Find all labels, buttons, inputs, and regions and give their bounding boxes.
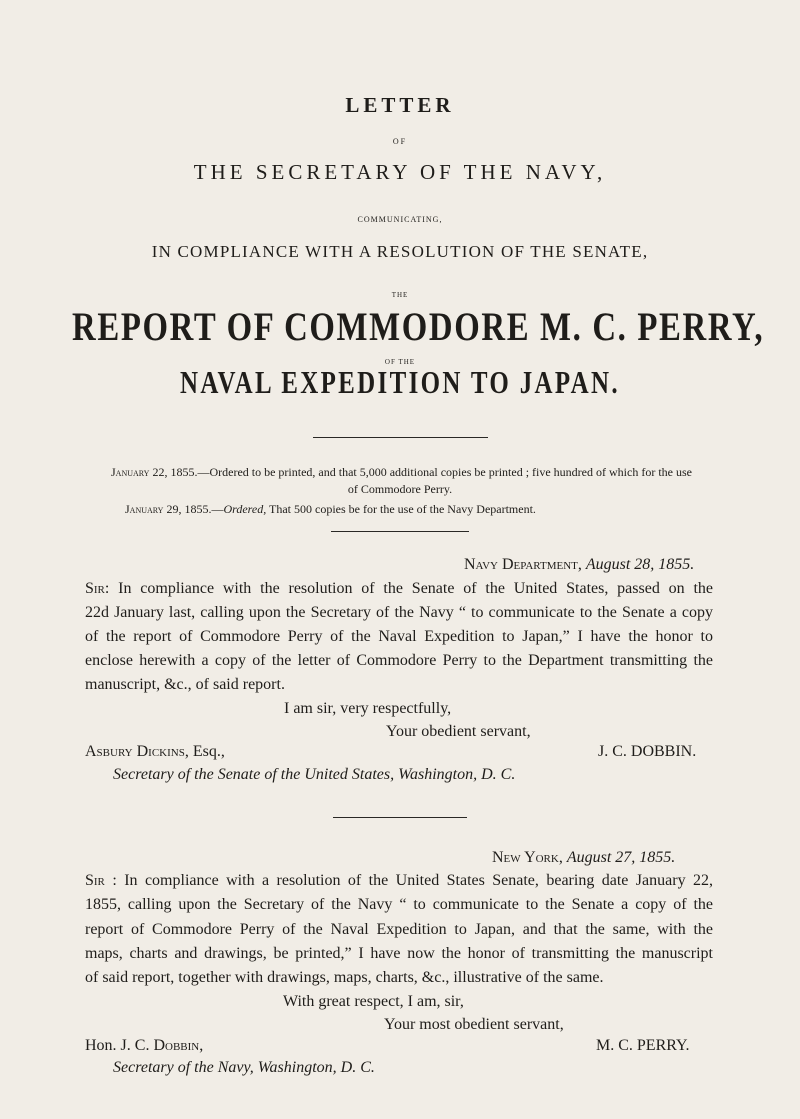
order-text-2: That 500 copies be for the use of the Navy Department.	[266, 502, 536, 516]
letter1-salutation: Sir	[85, 580, 105, 597]
letter2-line-3: report of Commodore Perry of the Naval Expedition to Japan, and that the same, with the	[85, 921, 713, 938]
letter2-text-1: : In compliance with a resolution of the United States Senate, bearing date January 22,	[104, 872, 713, 889]
letter1-title-text: Secretary of the Senate of the United States, Washington, D. C.	[113, 766, 516, 783]
letter2-heading	[492, 846, 675, 869]
letter1-line-2: 22d January last, calling upon the Secretary of the Navy “ to communicate to the Senate a copy	[85, 604, 713, 621]
divider-3	[333, 817, 467, 818]
letter2-line-4: maps, charts and drawings, be printed,” I have now the honor of transmitting the manuscript	[85, 945, 713, 962]
letter1-line-3: of the report of Commodore Perry of the Naval Expedition to Japan,” I have the honor to	[85, 628, 713, 645]
letter1-addressee-name: Asbury Dickins	[85, 743, 185, 760]
order-note-1	[111, 464, 717, 481]
letter1-text-1: : In compliance with the resolution of the Senate of the United States, passed on the	[104, 580, 713, 597]
letter2-closing-2: Your most obedient servant,	[384, 1016, 564, 1033]
letter2-signature: M. C. PERRY.	[596, 1037, 690, 1054]
letter2-title-text: Secretary of the Navy, Washington, D. C.	[113, 1059, 375, 1076]
order-text-1a: —Ordered to be printed, and that 5,000 additional copies be printed ; five hundred of which for the use	[197, 465, 692, 479]
letter1-addressee-suffix: , Esq.,	[184, 743, 225, 760]
order-ordered: Ordered,	[223, 502, 267, 516]
letter1-heading	[464, 553, 694, 576]
letter2-place: New York,	[492, 849, 563, 866]
letter2-date: August 27, 1855.	[566, 849, 676, 866]
letter2-addressee-prefix: Hon. J. C.	[85, 1037, 154, 1054]
order-date-2: January 29, 1855.	[125, 502, 212, 516]
title-report: REPORT OF COMMODORE M. C. PERRY,	[72, 304, 765, 349]
title-communicating: COMMUNICATING,	[357, 215, 443, 224]
order-note-1b	[0, 481, 800, 498]
title-secretary: THE SECRETARY OF THE NAVY,	[193, 160, 607, 184]
letter2-addressee-title	[113, 1056, 375, 1079]
letter1-signature: J. C. DOBBIN.	[598, 743, 697, 760]
title-letter: LETTER	[345, 93, 455, 117]
letter2-addressee-name: Dobbin	[153, 1037, 200, 1054]
letter1-place: Navy Department,	[464, 556, 582, 573]
letter2-salutation: Sir	[85, 872, 105, 889]
letter1-closing-1: I am sir, very respectfully,	[284, 700, 452, 717]
title-of-the: OF THE	[384, 358, 416, 366]
letter1-line-4: enclose herewith a copy of the letter of Commodore Perry to the Department transmitting the	[85, 652, 713, 669]
divider-2	[331, 531, 469, 532]
letter2-addressee	[85, 1034, 203, 1057]
letter1-addressee-title	[113, 763, 515, 786]
letter2-line-2: 1855, calling upon the Secretary of the Navy “ to communicate to the Senate a copy of the	[85, 896, 713, 913]
title-expedition: NAVAL EXPEDITION TO JAPAN.	[180, 364, 620, 400]
letter2-line-1	[85, 869, 713, 892]
letter1-closing-2: Your obedient servant,	[386, 723, 531, 740]
order-date-1: January 22, 1855.	[111, 465, 198, 479]
letter1-addressee	[85, 740, 225, 763]
order-note-2: January 29, 1855.—Ordered, That 500 copies be for the use of the Navy Department.	[125, 502, 536, 516]
letter2-closing-1: With great respect, I am, sir,	[283, 993, 464, 1010]
divider-1	[313, 437, 488, 438]
letter1-line-1	[85, 577, 713, 600]
letter2-line-5: of said report, together with drawings, maps, charts, &c., illustrative of the same.	[85, 969, 604, 986]
letter1-date: August 28, 1855.	[585, 556, 695, 573]
order-text-1b: of Commodore Perry.	[347, 482, 453, 496]
letter2-addressee-suffix: ,	[199, 1037, 204, 1054]
title-of: OF	[392, 137, 408, 146]
title-the: THE	[391, 291, 409, 299]
letter1-line-5: manuscript, &c., of said report.	[85, 676, 285, 693]
title-compliance: IN COMPLIANCE WITH A RESOLUTION OF THE SENATE,	[151, 242, 649, 261]
